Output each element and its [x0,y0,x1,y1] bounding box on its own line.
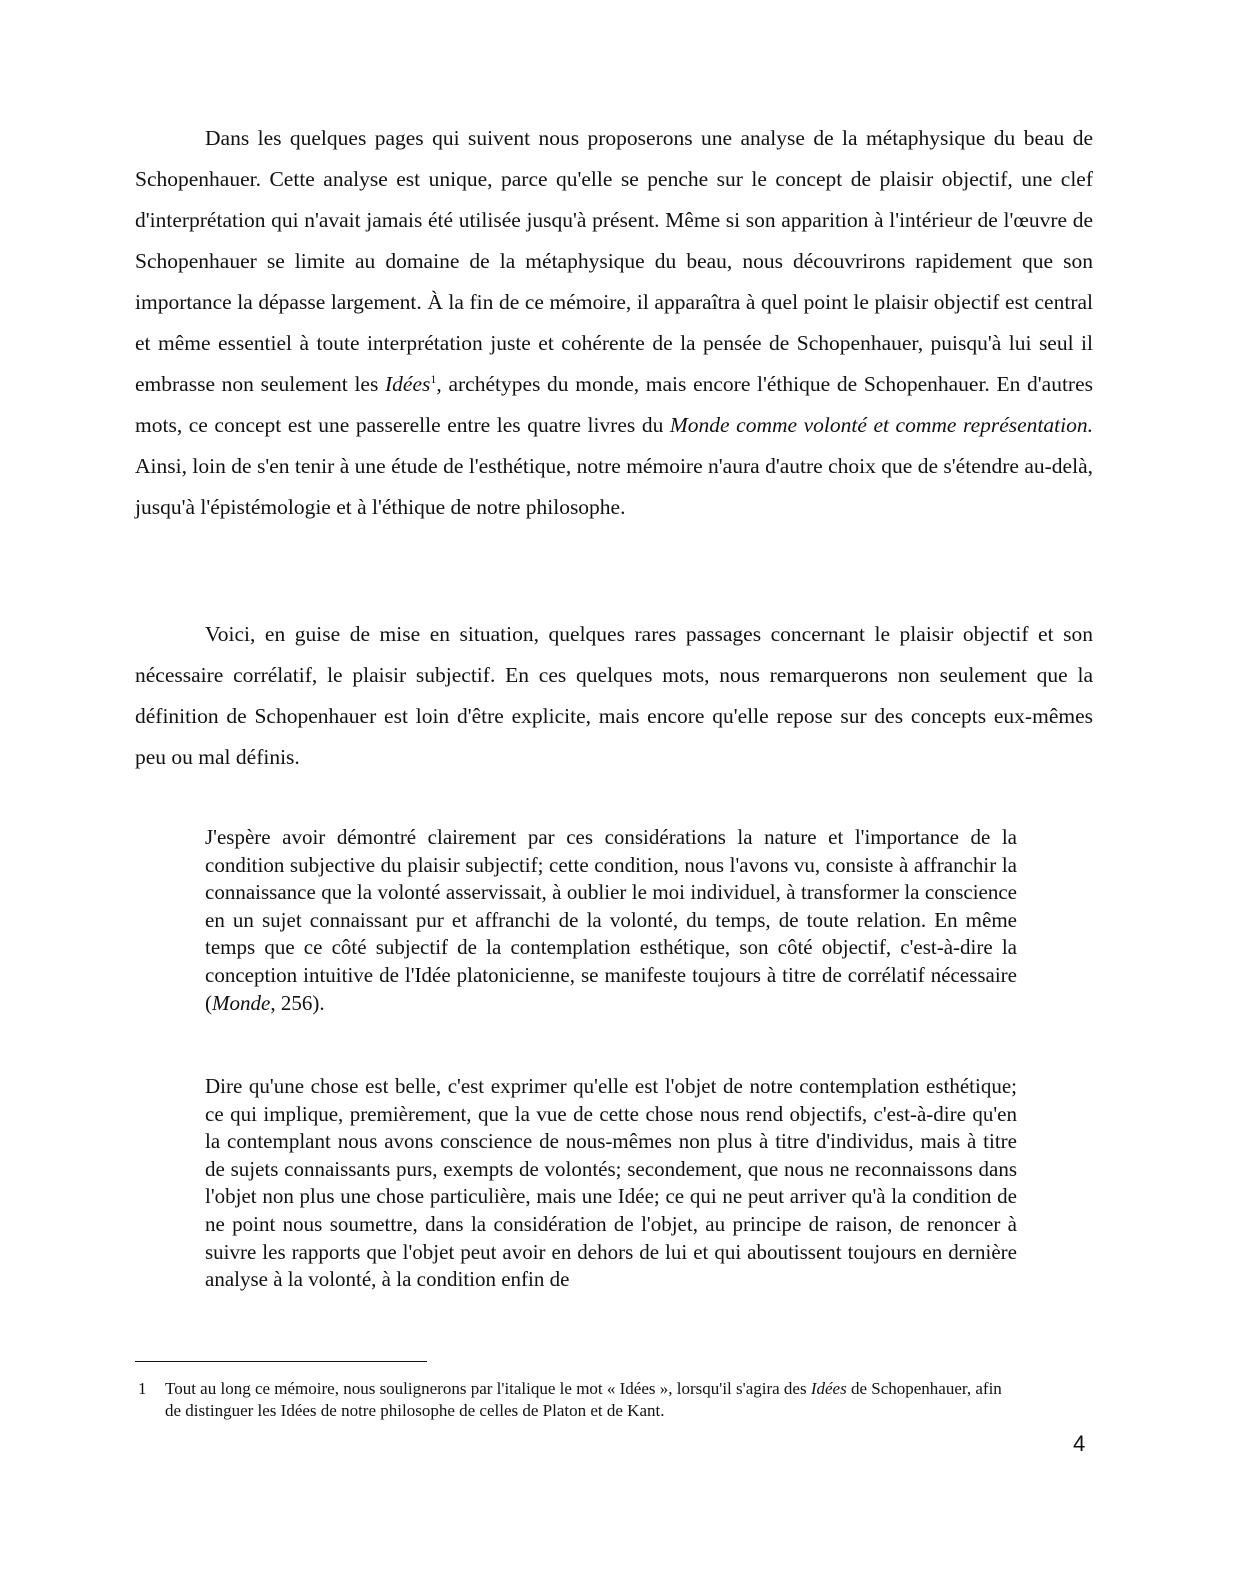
footnote-ref-1[interactable]: 1 [430,371,437,386]
para-1-seg-4: Monde comme volonté et comme représentation. [669,413,1093,437]
footnote-divider [135,1361,427,1362]
quote-1-seg-1: Monde [212,990,271,1015]
block-quote-2 [205,1073,1017,1294]
para-2-seg-0: Voici, en guise de mise en situation, quelques rares passages concernant le plaisir objectif et son nécessaire corrélatif, le plaisir subjectif. En ces quelques mots, nous remarquerons non seulement que la définition de Schopenhauer est loin d'être explicite, mais encore qu'elle repose sur des concepts eux-mêmes peu ou mal définis. [135,622,1093,769]
para-1-seg-3: , archétypes du monde, mais encore l'éthique de Schopenhauer. En d'autres mots, ce concept est une passerelle entre les quatre livres du [135,372,1093,437]
footnote-text [165,1378,1015,1422]
footnote-number: 1 [138,1379,147,1398]
footnote-seg-0: Tout au long ce mémoire, nous soulignerons par l'italique le mot « Idées », lorsqu'il s'agira des [165,1379,811,1398]
para-1-seg-0: Dans les quelques pages qui suivent nous proposerons une analyse de la métaphysique du beau de Schopenhauer. Cette analyse est unique, parce qu'elle se penche sur le concept de plaisir objectif, une clef d'interprétation qui n'avait jamais été utilisée jusqu'à présent. Même si son apparition à l'intérieur de l'œuvre de Schopenhauer se limite au domaine de la métaphysique du beau, nous découvrirons rapidement que son importance la dépasse largement. À la fin de ce mémoire, il apparaîtra à quel point le plaisir objectif est central et même essentiel à toute interprétation juste et cohérente de la pensée de Schopenhauer, puisqu'à lui seul il embrasse non seulement les [135,126,1093,396]
footnote-seg-2: de Schopenhauer, afin de distinguer les Idées de notre philosophe de celles de Platon et de Kant. [165,1379,1002,1420]
para-1-seg-5: Ainsi, loin de s'en tenir à une étude de l'esthétique, notre mémoire n'aura d'autre choix que de s'étendre au-delà, jusqu'à l'épistémologie et à l'éthique de notre philosophe. [135,454,1093,519]
quote-1-seg-2: , 256). [270,990,325,1015]
block-quote-1 [205,824,1017,1017]
body-paragraph-1 [135,118,1093,528]
footnote-1 [135,1378,1015,1422]
body-paragraph-2 [135,614,1093,778]
footnote-seg-1: Idées [810,1379,847,1398]
quote-1-seg-0: J'espère avoir démontré clairement par ces considérations la nature et l'importance de la condition subjective du plaisir subjectif; cette condition, nous l'avons vu, consiste à affranchir la connaissance que la volonté asservissait, à oublier le moi individuel, à transformer la conscience en un sujet connaissant pur et affranchi de la volonté, du temps, de toute relation. En même temps que ce côté subjectif de la contemplation esthétique, son côté objectif, c'est-à-dire la conception intuitive de l'Idée platonicienne, se manifeste toujours à titre de corrélatif nécessaire ( [205,825,1017,1015]
quote-2-seg-0: Dire qu'une chose est belle, c'est exprimer qu'elle est l'objet de notre contemplation esthétique; ce qui implique, premièrement, que la vue de cette chose nous rend objectifs, c'est-à-dire qu'en la contemplant nous avons conscience de nous-mêmes non plus à titre d'individus, mais à titre de sujets connaissants purs, exempts de volontés; secondement, que nous ne reconnaissons dans l'objet non plus une chose particulière, mais une Idée; ce qui ne peut arriver qu'à la condition de ne point nous soumettre, dans la considération de l'objet, au principe de raison, de renoncer à suivre les rapports que l'objet peut avoir en dehors de lui et qui aboutissent toujours en dernière analyse à la volonté, à la condition enfin de [205,1074,1017,1292]
page-number: 4 [1073,1431,1086,1456]
para-1-seg-1: Idées [385,372,431,396]
